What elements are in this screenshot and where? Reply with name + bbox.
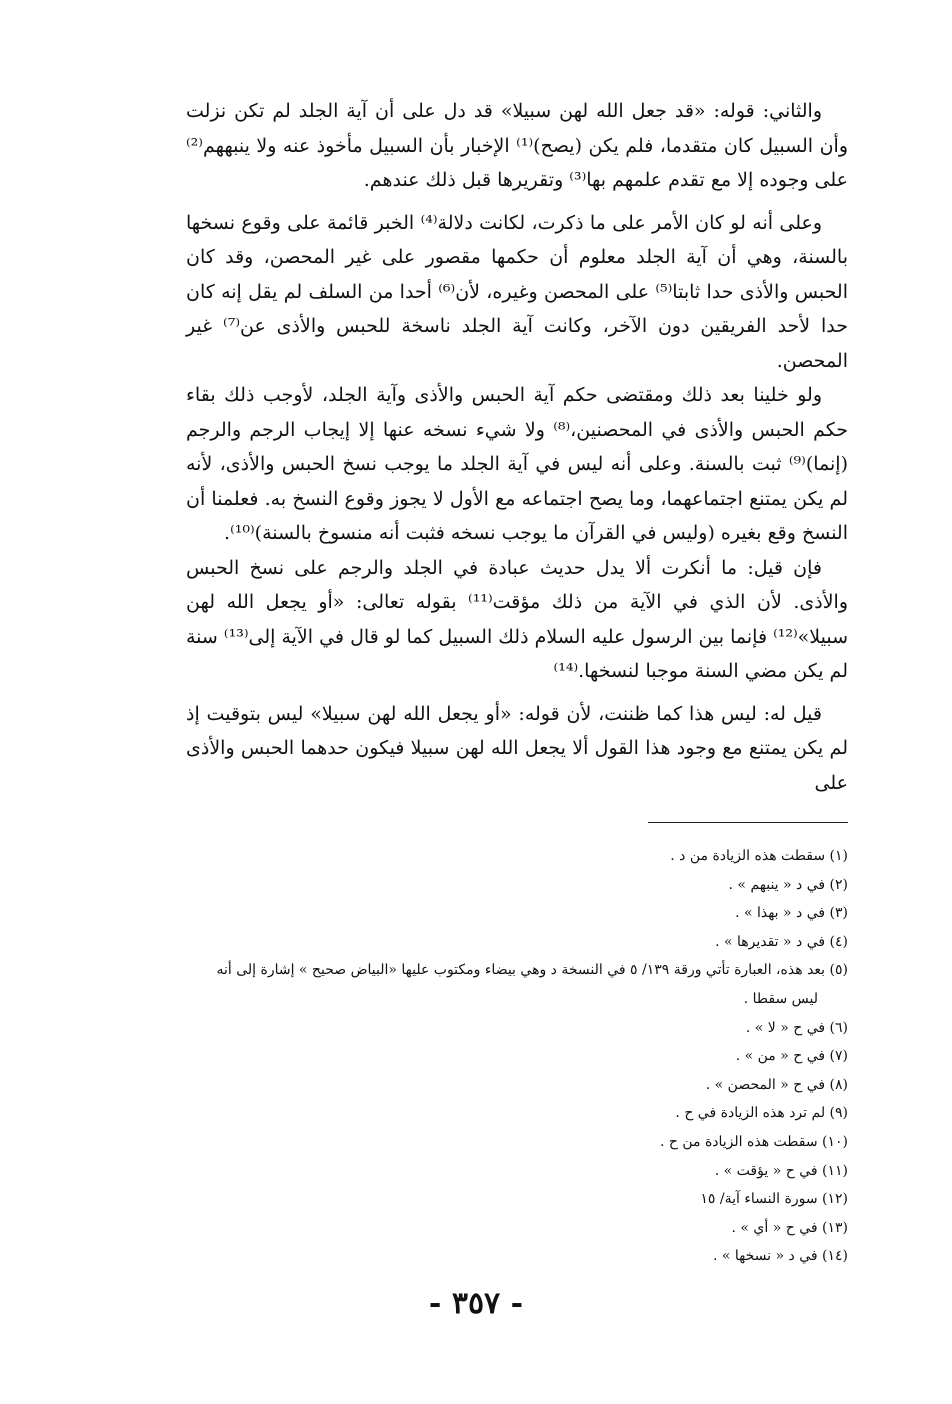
- footnote-13: (١٣) في ح « أي » .: [731, 1219, 848, 1236]
- footnote-1: (١) سقطت هذه الزيادة من د .: [670, 848, 848, 864]
- footnote-7: (٧) في ح « من » .: [735, 1048, 848, 1065]
- footnote-8: (٨) في ح « المحصن » .: [705, 1076, 848, 1093]
- main-text: [186, 94, 848, 800]
- paragraph-5: قيل له: ليس هذا كما ظننت، لأن قوله: «أو يجعل الله لهن سبيلا» ليس بتوقيت إذ لم يكن يمتنع مع وجود هذا القول ألا يجعل الله لهن سبيلا فيكون حدهما الحبس والأذى على: [186, 702, 848, 794]
- paragraph-3: ولو خلينا بعد ذلك ومقتضى حكم آية الحبس والأذى وآية الجلد، لأوجب ذلك بقاء حكم الحبس والأذى في المحصنين،⁽⁸⁾ ولا شيء نسخه عنها إلا إيجاب الرجم والرجم (إنما)⁽⁹⁾ ثبت بالسنة. وعلى أنه ليس في آية الجلد ما يوجب نسخ الحبس والأذى، لأنه لم يكن يمتنع اجتماعهما، وما يصح اجتماعه مع الأول لا يجوز وقوع النسخ به. فعلمنا أن النسخ وقع بغيره (وليس في القرآن ما يوجب نسخه فثبت أنه منسوخ بالسنة)⁽¹⁰⁾.: [186, 384, 848, 544]
- page-number: - ٣٥٧ -: [428, 1286, 524, 1321]
- paragraph-4: فإن قيل: ما أنكرت ألا يدل حديث عبادة في الجلد والرجم على نسخ الحبس والأذى. لأن الذي في الآية من ذلك مؤقت⁽¹¹⁾ بقوله تعالى: «أو يجعل الله لهن سبيلا»⁽¹²⁾ فإنما بين الرسول عليه السلام ذلك السبيل كما لو قال في الآية إلى⁽¹³⁾ سنة لم يكن مضي السنة موجبا لنسخها.⁽¹⁴⁾: [186, 556, 849, 682]
- footnote-5-continued: ليس سقطا .: [743, 990, 818, 1007]
- footnote-4: (٤) في د « تقديرها » .: [715, 933, 848, 950]
- paragraph-2: وعلى أنه لو كان الأمر على ما ذكرت، لكانت دلالة⁽⁴⁾ الخبر قائمة على وقوع نسخها بالسنة، وهي أن آية الجلد معلوم أن حكمها مقصور على غير المحصن، وقد كان الحبس والأذى حدا ثابتا⁽⁵⁾ على المحصن وغيره، لأن⁽⁶⁾ أحدا من السلف لم يقل إنه كان حدا لأحد الفريقين دون الآخر، وكانت آية الجلد ناسخة للحبس والأذى عن⁽⁷⁾ غير المحصن.: [186, 211, 849, 372]
- footnote-6: (٦) في ح « لا » .: [745, 1019, 848, 1036]
- footnote-10: (١٠) سقطت هذه الزيادة من ح .: [659, 1133, 848, 1150]
- footnote-9: (٩) لم ترد هذه الزيادة في ح .: [675, 1105, 848, 1122]
- footnote-2: (٢) في د « ينبهم » .: [728, 876, 848, 893]
- paragraph-1: والثاني: قوله: «قد جعل الله لهن سبيلا» قد دل على أن آية الجلد لم تكن نزلت وأن السبيل كان متقدما، فلم يكن (يصح)⁽¹⁾ الإخبار بأن السبيل مأخوذ عنه ولا ينبههم⁽²⁾ على وجوده إلا مع تقدم علمهم بها⁽³⁾ وتقريرها قبل ذلك عندهم.: [186, 100, 849, 191]
- footnote-5: (٥) بعد هذه، العبارة تأتي ورقة ١٣٩/ ٥ في النسخة د وهي بيضاء ومكتوب عليها «البياض صحيح » إشارة إلى أنه: [216, 962, 848, 979]
- footnote-14: (١٤) في د « نسخها » .: [713, 1248, 848, 1265]
- footnote-12: (١٢) سورة النساء آية/ ١٥: [700, 1191, 848, 1208]
- footnote-3: (٣) في د « بهذا » .: [735, 905, 848, 922]
- footnote-separator: [648, 822, 848, 823]
- footnotes: [186, 842, 848, 1271]
- footnote-11: (١١) في ح « يؤقت » .: [714, 1162, 848, 1179]
